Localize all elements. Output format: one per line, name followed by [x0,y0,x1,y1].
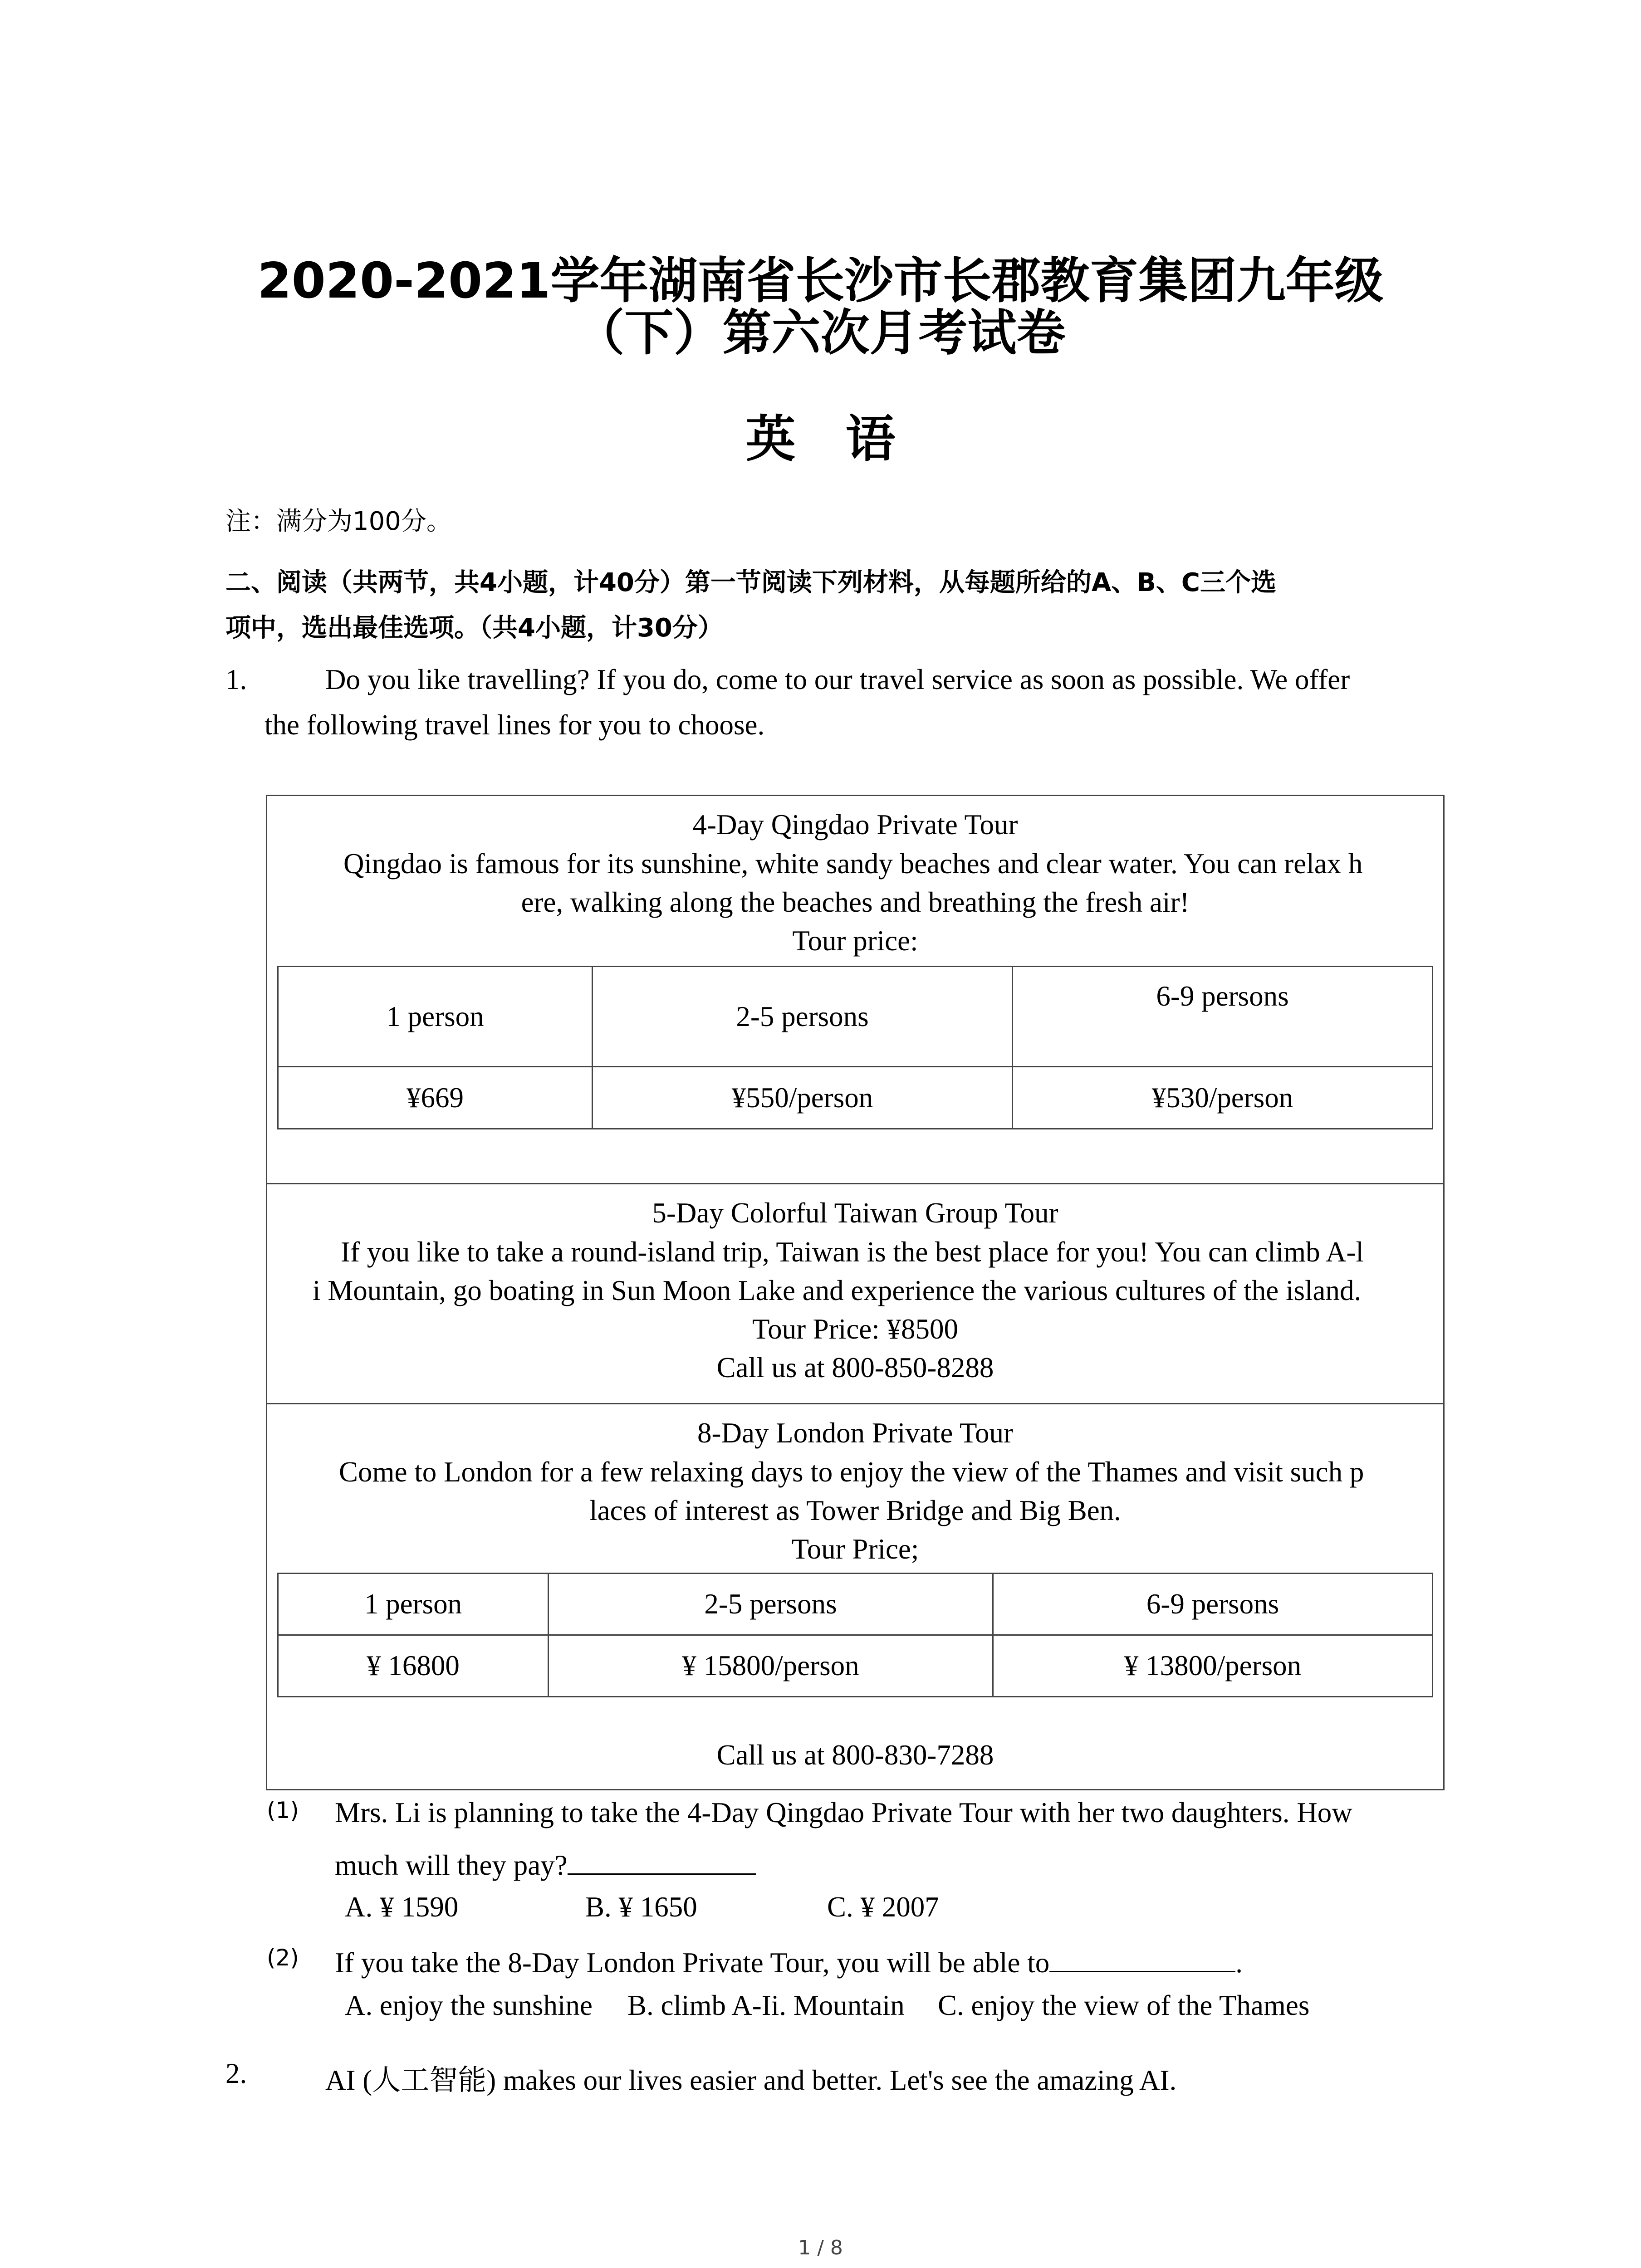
exam-title-line1: 2020-2021学年湖南省长沙市长郡教育集团九年级 [257,253,1384,309]
sub-question-1-line1: Mrs. Li is planning to take the 4-Day Qingdao Private Tour with her two daughters. How [335,1797,1352,1828]
tour-box-taiwan [266,1183,1445,1404]
tour-price-label: Tour price: [792,925,918,957]
tour-title: 8-Day London Private Tour [697,1417,1014,1449]
option-c: C. ¥ 2007 [827,1891,939,1923]
subject-heading: 英语 [745,410,945,468]
question-1-number: 1. [225,664,247,695]
price-cell: ¥ 15800/person [549,1635,993,1697]
price-cell: ¥550/person [593,1067,1013,1129]
sub-question-2-line1: If you take the 8-Day London Private Tour, you will be able to . [335,1944,1243,1980]
option-b: B. ¥ 1650 [585,1891,697,1923]
tour-description-line2: ere, walking along the beaches and breathing the fresh air! [521,886,1190,918]
tour-description-line2: i Mountain, go boating in Sun Moon Lake and experience the various cultures of the island. [313,1275,1362,1306]
tour-box-qingdao [266,795,1445,1184]
price-header-1-person: 1 person [278,967,593,1067]
option-b: B. climb A-Ii. Mountain [627,1989,905,2021]
tour-price-label: Tour Price; [791,1533,919,1565]
price-header-2-5-persons: 2-5 persons [549,1574,993,1635]
qingdao-price-table [277,966,1433,1129]
price-cell: ¥ 13800/person [993,1635,1433,1697]
london-price-table [277,1573,1433,1697]
score-note: 注：满分为100分。 [225,507,452,536]
section-heading-line2: 项中，选出最佳选项。（共4小题，计30分） [225,613,723,643]
question-1-intro-line2: the following travel lines for you to choose. [265,709,765,741]
option-a: A. ¥ 1590 [345,1891,459,1923]
tour-description-line2: laces of interest as Tower Bridge and Big Ben. [589,1495,1121,1526]
question-2-number: 2. [225,2058,247,2089]
answer-blank[interactable] [1049,1944,1235,1972]
tour-call-number: Call us at 800-850-8288 [716,1352,994,1383]
price-cell: ¥ 16800 [278,1635,549,1697]
sub-question-1-number: (1) [267,1797,299,1823]
tour-description-line1: Qingdao is famous for its sunshine, white sandy beaches and clear water. You can relax h [343,848,1363,880]
option-a: A. enjoy the sunshine [345,1989,593,2021]
tour-title: 5-Day Colorful Taiwan Group Tour [652,1197,1058,1229]
price-header-6-9-persons: 6-9 persons [1013,967,1433,1067]
option-c: C. enjoy the view of the Thames [938,1989,1310,2021]
question-1-intro-line1: Do you like travelling? If you do, come to our travel service as soon as possible. We offer [325,664,1350,695]
section-heading-line1: 二、阅读（共两节，共4小题，计40分）第一节阅读下列材料，从每题所给的A、B、C三个选 [225,568,1277,597]
tour-description-line1: Come to London for a few relaxing days to enjoy the view of the Thames and visit such p [339,1456,1364,1488]
page-number: 1 / 8 [798,2236,843,2259]
sub-question-1-line2: much will they pay? [335,1846,756,1882]
price-cell: ¥669 [278,1067,593,1129]
price-header-6-9-persons: 6-9 persons [993,1574,1433,1635]
tour-price-label: Tour Price: ¥8500 [752,1313,958,1345]
question-2-text: AI (人工智能) makes our lives easier and better. Let's see the amazing AI. [325,2064,1177,2096]
exam-title-line2: （下）第六次月考试卷 [575,305,1066,362]
sub-question-2-number: (2) [267,1945,299,1971]
price-cell: ¥530/person [1013,1067,1433,1129]
price-header-1-person: 1 person [278,1574,549,1635]
price-header-2-5-persons: 2-5 persons [593,967,1013,1067]
answer-blank[interactable] [568,1846,756,1875]
tour-box-london [266,1403,1445,1790]
tour-call-number: Call us at 800-830-7288 [716,1739,994,1771]
tour-title: 4-Day Qingdao Private Tour [692,809,1018,841]
tour-description-line1: If you like to take a round-island trip, Taiwan is the best place for you! You can climb A-l [341,1236,1364,1268]
